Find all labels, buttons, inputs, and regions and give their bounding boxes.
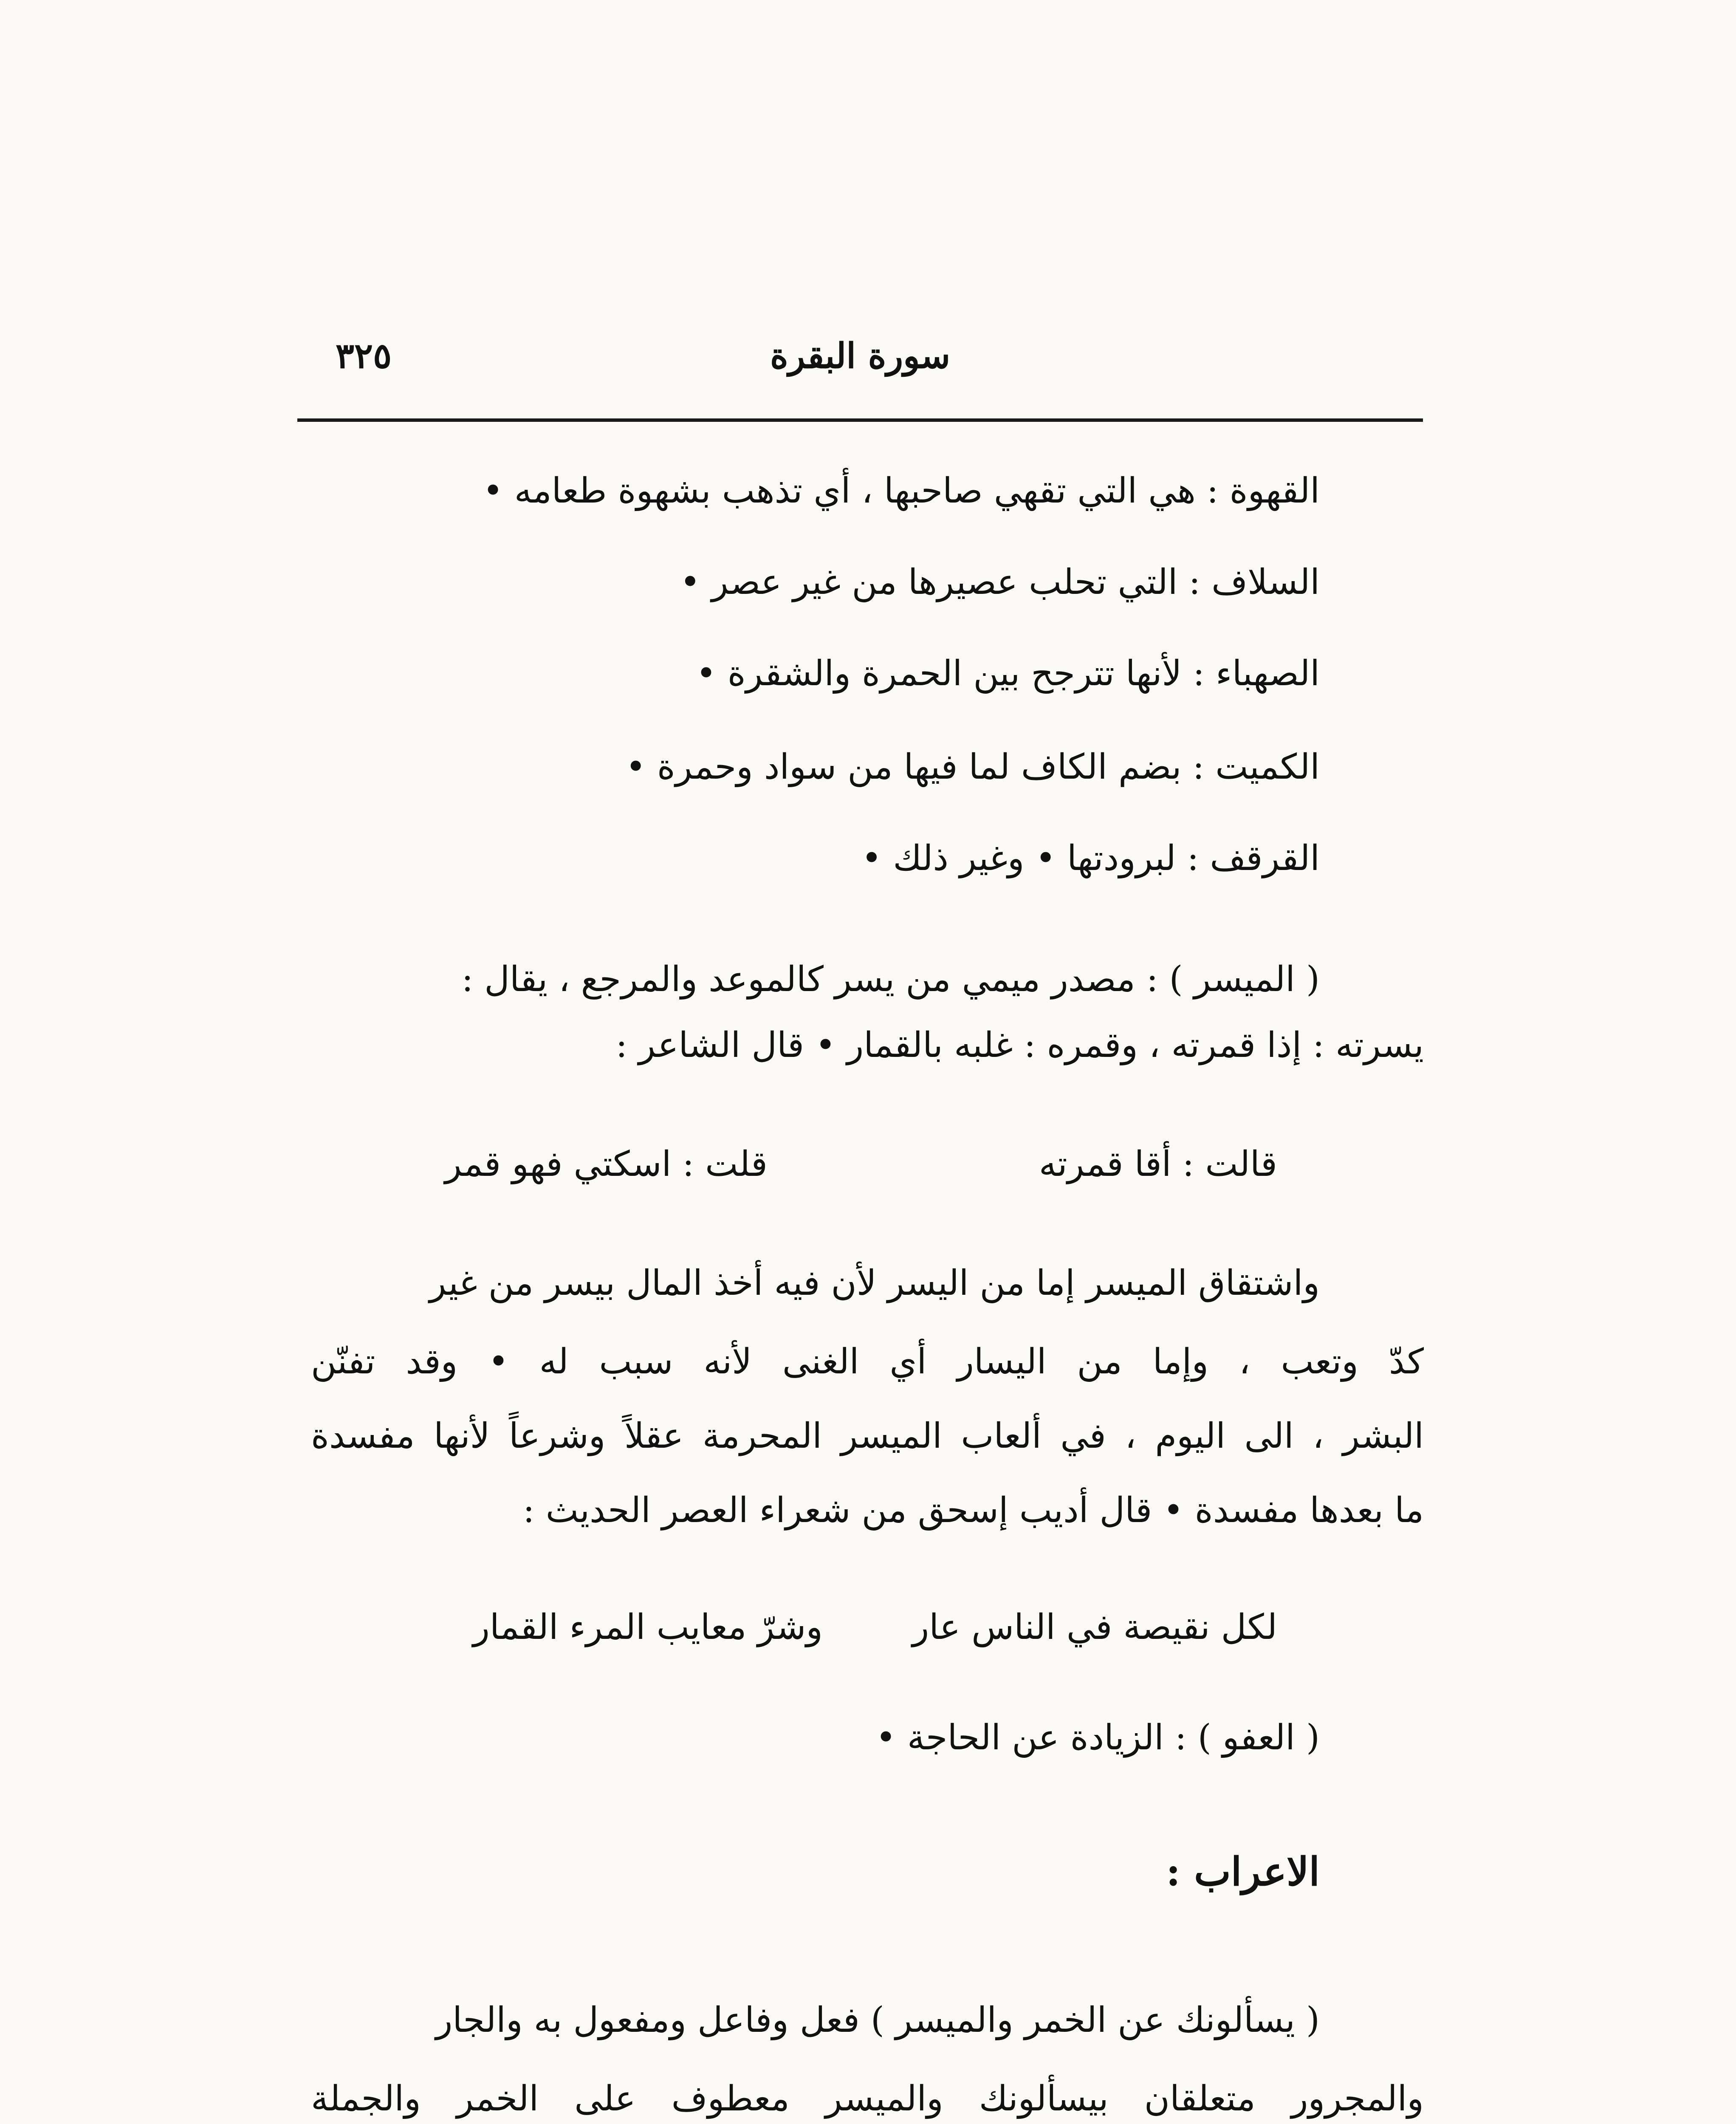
irab-heading: الاعراب : (1166, 1849, 1320, 1895)
definition-kumayt: الكميت : بضم الكاف لما فيها من سواد وحمرة • (625, 747, 1320, 787)
derivation-line-2: كدّ وتعب ، وإما من اليسار أي الغنى لأنه سبب له • وقد تفنّن (311, 1342, 1424, 1382)
header-rule (297, 418, 1423, 422)
derivation-line-1: واشتقاق الميسر إما من اليسر لأن فيه أخذ المال بيسر من غير (429, 1263, 1320, 1303)
irab-line-2: والمجرور متعلقان بيسألونك والميسر معطوف على الخمر والجملة (311, 2079, 1424, 2119)
definition-sahba: الصهباء : لأنها تترجح بين الحمرة والشقرة • (696, 653, 1320, 694)
verse2-first-hemistich: لكل نقيصة في الناس عار (912, 1607, 1277, 1647)
irab-line-1: ( يسألونك عن الخمر والميسر ) فعل وفاعل ومفعول به والجار (435, 2000, 1320, 2040)
maysir-line-1: ( الميسر ) : مصدر ميمي من يسر كالموعد والمرجع ، يقال : (461, 959, 1320, 1000)
definition-afw: ( العفو ) : الزيادة عن الحاجة • (875, 1717, 1320, 1758)
verse1-second-hemistich: قلت : اسكتي فهو قمر (445, 1144, 768, 1184)
surah-title: سورة البقرة (770, 336, 951, 376)
maysir-line-2: يسرته : إذا قمرته ، وقمره : غلبه بالقمار • قال الشاعر : (615, 1025, 1424, 1065)
verse1-first-hemistich: قالت : أقا قمرته (1039, 1144, 1277, 1184)
definition-qahwa: القهوة : هي التي تقهي صاحبها ، أي تذهب بشهوة طعامه • (483, 471, 1320, 511)
definition-qarqaf: القرقف : لبرودتها • وغير ذلك • (861, 838, 1320, 878)
page-number: ٣٢٥ (336, 336, 392, 376)
derivation-line-3: البشر ، الى اليوم ، في ألعاب الميسر المحرمة عقلاً وشرعاً لأنها مفسدة (311, 1416, 1424, 1456)
derivation-line-4: ما بعدها مفسدة • قال أديب إسحق من شعراء العصر الحديث : (523, 1490, 1424, 1531)
definition-sulaf: السلاف : التي تحلب عصيرها من غير عصر • (680, 562, 1320, 602)
verse2-second-hemistich: وشرّ معايب المرء القمار (473, 1607, 823, 1647)
page-header (297, 336, 1423, 395)
